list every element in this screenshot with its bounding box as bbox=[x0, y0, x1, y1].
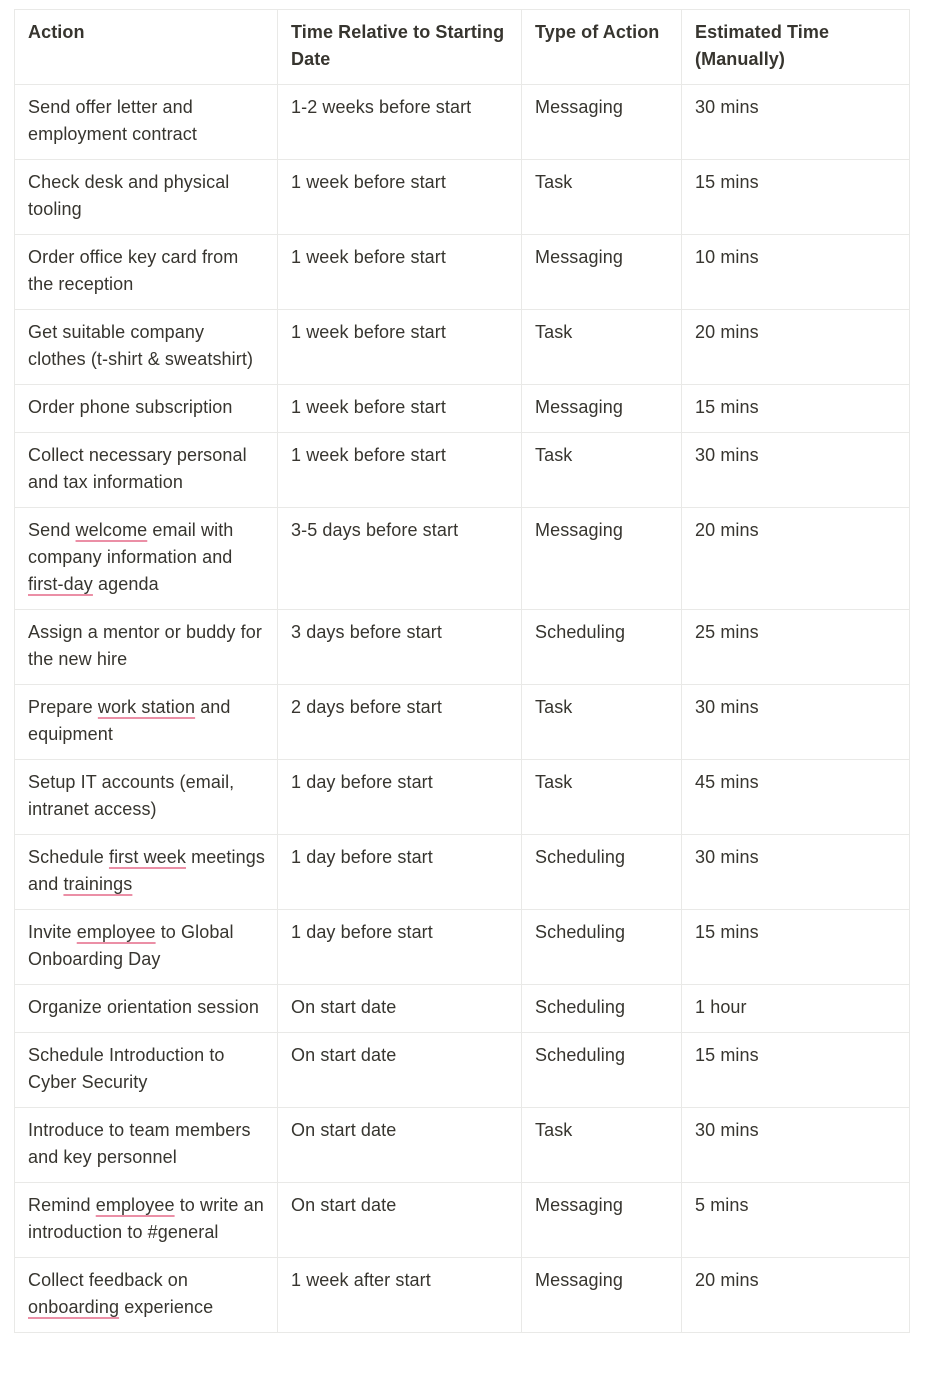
action-cell[interactable]: Send offer letter and employment contract bbox=[15, 85, 278, 160]
spellcheck-underlined-word[interactable]: onboarding bbox=[28, 1297, 120, 1317]
table-row bbox=[15, 1183, 910, 1258]
spellcheck-underlined-word[interactable]: trainings bbox=[63, 874, 133, 894]
spellcheck-underlined-word[interactable]: first-day bbox=[28, 574, 93, 594]
type-cell[interactable]: Scheduling bbox=[522, 985, 682, 1033]
table-row bbox=[15, 385, 910, 433]
time-cell[interactable]: On start date bbox=[278, 1108, 522, 1183]
table-row bbox=[15, 433, 910, 508]
action-cell[interactable]: Remind employee to write an introduction to #general bbox=[15, 1183, 278, 1258]
action-cell[interactable]: Get suitable company clothes (t-shirt & sweatshirt) bbox=[15, 310, 278, 385]
type-cell[interactable]: Scheduling bbox=[522, 1033, 682, 1108]
estimate-cell[interactable]: 15 mins bbox=[682, 160, 910, 235]
action-cell[interactable]: Check desk and physical tooling bbox=[15, 160, 278, 235]
action-cell[interactable]: Order phone subscription bbox=[15, 385, 278, 433]
header-time-relative[interactable]: Time Relative to Starting Date bbox=[278, 10, 522, 85]
action-cell[interactable]: Collect necessary personal and tax information bbox=[15, 433, 278, 508]
time-cell[interactable]: 2 days before start bbox=[278, 685, 522, 760]
table-row bbox=[15, 610, 910, 685]
type-cell[interactable]: Messaging bbox=[522, 85, 682, 160]
estimate-cell[interactable]: 10 mins bbox=[682, 235, 910, 310]
estimate-cell[interactable]: 45 mins bbox=[682, 760, 910, 835]
estimate-cell[interactable]: 30 mins bbox=[682, 85, 910, 160]
table-row bbox=[15, 85, 910, 160]
time-cell[interactable]: 1 week before start bbox=[278, 310, 522, 385]
table-row bbox=[15, 760, 910, 835]
type-cell[interactable]: Messaging bbox=[522, 508, 682, 610]
time-cell[interactable]: 1 day before start bbox=[278, 910, 522, 985]
header-estimated-time[interactable]: Estimated Time (Manually) bbox=[682, 10, 910, 85]
table-row bbox=[15, 1033, 910, 1108]
action-cell[interactable]: Prepare work station and equipment bbox=[15, 685, 278, 760]
onboarding-actions-table bbox=[14, 9, 910, 1333]
type-cell[interactable]: Scheduling bbox=[522, 835, 682, 910]
action-cell[interactable]: Assign a mentor or buddy for the new hire bbox=[15, 610, 278, 685]
estimate-cell[interactable]: 30 mins bbox=[682, 1108, 910, 1183]
action-cell[interactable]: Schedule first week meetings and trainings bbox=[15, 835, 278, 910]
time-cell[interactable]: 1 day before start bbox=[278, 760, 522, 835]
spellcheck-underlined-word[interactable]: employee bbox=[76, 922, 156, 942]
type-cell[interactable]: Task bbox=[522, 1108, 682, 1183]
table-row bbox=[15, 985, 910, 1033]
estimate-cell[interactable]: 15 mins bbox=[682, 1033, 910, 1108]
estimate-cell[interactable]: 30 mins bbox=[682, 433, 910, 508]
time-cell[interactable]: 1-2 weeks before start bbox=[278, 85, 522, 160]
time-cell[interactable]: On start date bbox=[278, 985, 522, 1033]
table-row bbox=[15, 310, 910, 385]
estimate-cell[interactable]: 5 mins bbox=[682, 1183, 910, 1258]
table-header-row bbox=[15, 10, 910, 85]
type-cell[interactable]: Messaging bbox=[522, 1258, 682, 1333]
spellcheck-underlined-word[interactable]: first week bbox=[108, 847, 186, 867]
action-cell[interactable]: Send welcome email with company information and first-day agenda bbox=[15, 508, 278, 610]
type-cell[interactable]: Scheduling bbox=[522, 610, 682, 685]
type-cell[interactable]: Task bbox=[522, 310, 682, 385]
estimate-cell[interactable]: 20 mins bbox=[682, 310, 910, 385]
time-cell[interactable]: 1 day before start bbox=[278, 835, 522, 910]
table-row bbox=[15, 1258, 910, 1333]
time-cell[interactable]: On start date bbox=[278, 1183, 522, 1258]
estimate-cell[interactable]: 15 mins bbox=[682, 910, 910, 985]
type-cell[interactable]: Messaging bbox=[522, 385, 682, 433]
time-cell[interactable]: 1 week before start bbox=[278, 433, 522, 508]
estimate-cell[interactable]: 30 mins bbox=[682, 835, 910, 910]
type-cell[interactable]: Scheduling bbox=[522, 910, 682, 985]
action-cell[interactable]: Collect feedback on onboarding experience bbox=[15, 1258, 278, 1333]
type-cell[interactable]: Messaging bbox=[522, 235, 682, 310]
type-cell[interactable]: Task bbox=[522, 160, 682, 235]
estimate-cell[interactable]: 20 mins bbox=[682, 1258, 910, 1333]
spellcheck-underlined-word[interactable]: work station bbox=[97, 697, 196, 717]
table-row bbox=[15, 1108, 910, 1183]
type-cell[interactable]: Task bbox=[522, 433, 682, 508]
time-cell[interactable]: 1 week before start bbox=[278, 160, 522, 235]
table-row bbox=[15, 910, 910, 985]
time-cell[interactable]: 1 week before start bbox=[278, 235, 522, 310]
action-cell[interactable]: Setup IT accounts (email, intranet access) bbox=[15, 760, 278, 835]
time-cell[interactable]: 3-5 days before start bbox=[278, 508, 522, 610]
type-cell[interactable]: Messaging bbox=[522, 1183, 682, 1258]
time-cell[interactable]: 3 days before start bbox=[278, 610, 522, 685]
action-cell[interactable]: Schedule Introduction to Cyber Security bbox=[15, 1033, 278, 1108]
type-cell[interactable]: Task bbox=[522, 685, 682, 760]
time-cell[interactable]: On start date bbox=[278, 1033, 522, 1108]
estimate-cell[interactable]: 25 mins bbox=[682, 610, 910, 685]
time-cell[interactable]: 1 week after start bbox=[278, 1258, 522, 1333]
action-cell[interactable]: Order office key card from the reception bbox=[15, 235, 278, 310]
action-cell[interactable]: Invite employee to Global Onboarding Day bbox=[15, 910, 278, 985]
table-row bbox=[15, 235, 910, 310]
type-cell[interactable]: Task bbox=[522, 760, 682, 835]
action-cell[interactable]: Introduce to team members and key personnel bbox=[15, 1108, 278, 1183]
estimate-cell[interactable]: 1 hour bbox=[682, 985, 910, 1033]
table-row bbox=[15, 835, 910, 910]
estimate-cell[interactable]: 20 mins bbox=[682, 508, 910, 610]
onboarding-table-container bbox=[14, 9, 909, 1333]
time-cell[interactable]: 1 week before start bbox=[278, 385, 522, 433]
table-row bbox=[15, 685, 910, 760]
header-action[interactable]: Action bbox=[15, 10, 278, 85]
table-body bbox=[15, 85, 910, 1333]
estimate-cell[interactable]: 15 mins bbox=[682, 385, 910, 433]
estimate-cell[interactable]: 30 mins bbox=[682, 685, 910, 760]
header-type-of-action[interactable]: Type of Action bbox=[522, 10, 682, 85]
table-row bbox=[15, 508, 910, 610]
spellcheck-underlined-word[interactable]: welcome bbox=[75, 520, 148, 540]
action-cell[interactable]: Organize orientation session bbox=[15, 985, 278, 1033]
table-row bbox=[15, 160, 910, 235]
spellcheck-underlined-word[interactable]: employee bbox=[95, 1195, 175, 1215]
